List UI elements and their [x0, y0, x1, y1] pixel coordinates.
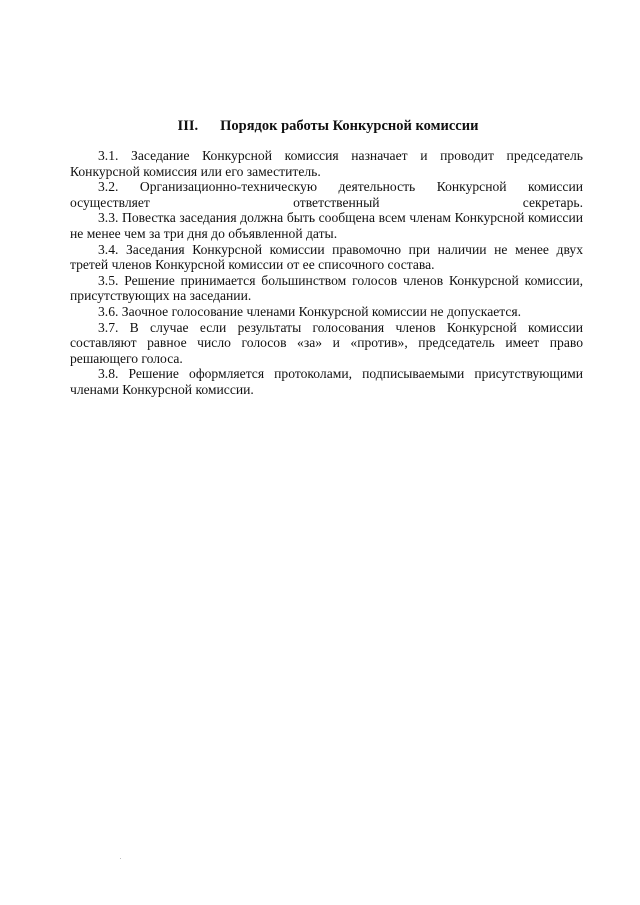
section-number: III. — [177, 118, 199, 134]
paragraph-3-7: 3.7. В случае если результаты голосования членов Конкурсной комиссии составляют равное число голосов «за» и «против», председатель имеет право решающего голоса. — [70, 319, 583, 366]
paragraph-3-5: 3.5. Решение принимается большинством голосов членов Конкурсной комиссии, присутствующих на заседании. — [70, 272, 583, 304]
section-body — [70, 148, 583, 398]
scan-speck — [120, 858, 121, 859]
section-heading — [70, 117, 586, 135]
paragraph-3-8: 3.8. Решение оформляется протоколами, подписываемыми присутствующими членами Конкурсной комиссии. — [70, 366, 583, 397]
section-title: Порядок работы Конкурсной комиссии — [220, 118, 479, 134]
paragraph-3-6: 3.6. Заочное голосование членами Конкурсной комиссии не допускается. — [98, 303, 522, 319]
paragraph-3-2: 3.2. Организационно-техническую деятельность Конкурсной комиссии осуществляет ответственный секретарь. — [70, 179, 583, 210]
paragraph-3-4: 3.4. Заседания Конкурсной комиссии правомочно при наличии не менее двух третей членов Конкурсной комиссии от ее списочного состава. — [70, 241, 583, 273]
paragraph-3-3: 3.3. Повестка заседания должна быть сообщена всем членам Конкурсной комиссии не менее чем за три дня до объявленной даты. — [70, 210, 583, 241]
paragraph-3-1: 3.1. Заседание Конкурсной комиссия назначает и проводит председатель Конкурсной комиссия или его заместитель. — [70, 148, 583, 179]
